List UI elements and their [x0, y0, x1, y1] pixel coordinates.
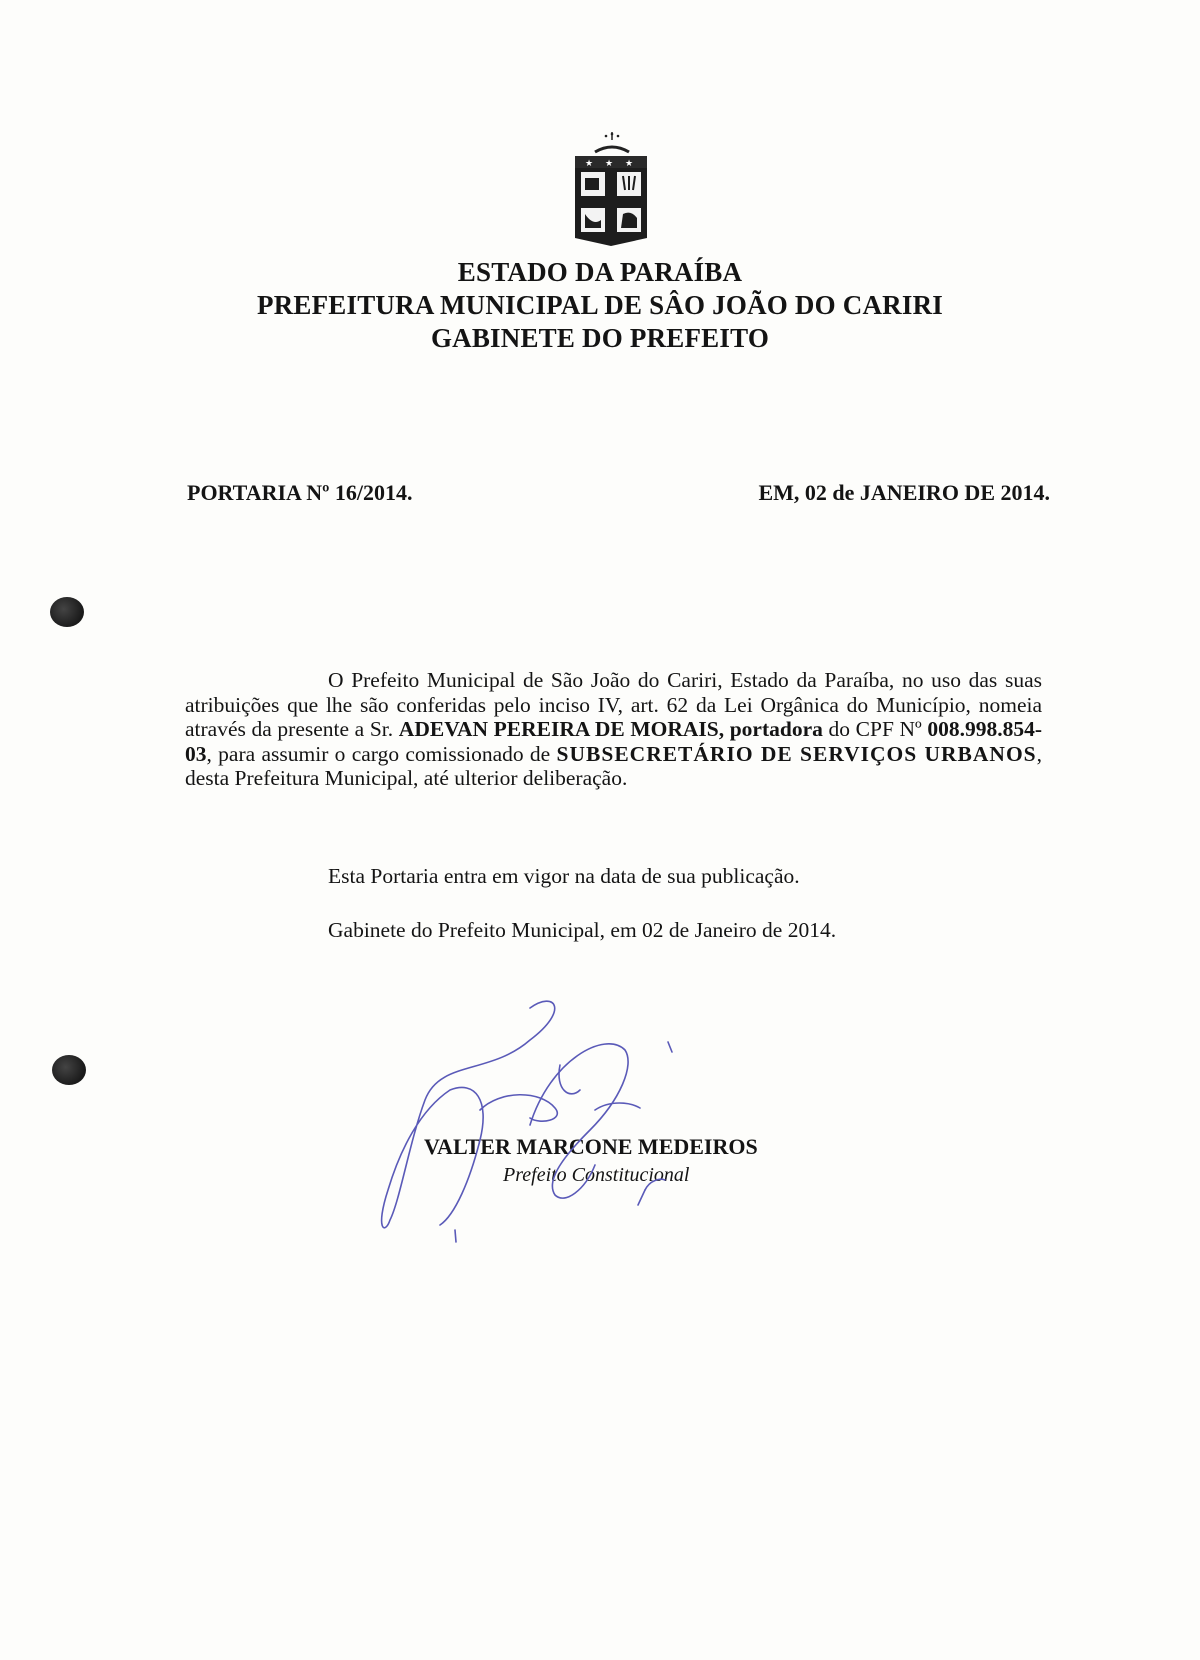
appointee-name: ADEVAN PEREIRA DE MORAIS, portadora	[398, 717, 823, 741]
header-office: GABINETE DO PREFEITO	[430, 323, 770, 353]
body-closing: , desta Prefeitura Municipal, até ulterior deliberação.	[185, 741, 1042, 790]
effective-statement: Esta Portaria entra em vigor na data de sua publicação.	[328, 864, 800, 888]
signatory-role: Prefeito Constitucional	[503, 1164, 690, 1186]
punch-hole	[52, 1055, 86, 1085]
body-role-intro: , para assumir o cargo comissionado de	[206, 741, 551, 766]
body-intro: O Prefeito Municipal de São João do Cariri, Estado da Paraíba, no uso das suas atribuições que lhe são conferidas pelo inciso IV, art. 62 da Lei Orgânica do Município, nomeia através da presente a Sr.	[185, 668, 1042, 741]
header-state: ESTADO DA PARAÍBA	[457, 257, 743, 287]
appointed-position: SUBSECRETÁRIO DE SERVIÇOS URBANOS	[556, 741, 1037, 766]
handwritten-signature	[380, 990, 710, 1250]
body-paragraph	[185, 668, 1042, 791]
document-header	[0, 256, 1200, 355]
portaria-date: EM, 02 de JANEIRO DE 2014.	[758, 480, 1050, 505]
appointee-cpf: 008.998.854-03	[185, 717, 1043, 766]
punch-hole	[50, 597, 84, 627]
portaria-number: PORTARIA Nº 16/2014.	[187, 480, 413, 505]
signatory-name: VALTER MARCONE MEDEIROS	[424, 1134, 758, 1159]
header-municipality: PREFEITURA MUNICIPAL DE SÂO JOÃO DO CARIRI	[257, 290, 943, 320]
office-date-statement: Gabinete do Prefeito Municipal, em 02 de Janeiro de 2014.	[328, 918, 837, 942]
svg-text:★: ★	[585, 159, 594, 169]
body-cpf-label: do CPF Nº	[828, 717, 922, 741]
svg-text:★: ★	[605, 159, 614, 169]
svg-text:★: ★	[625, 159, 634, 169]
municipal-crest-icon	[565, 132, 655, 248]
